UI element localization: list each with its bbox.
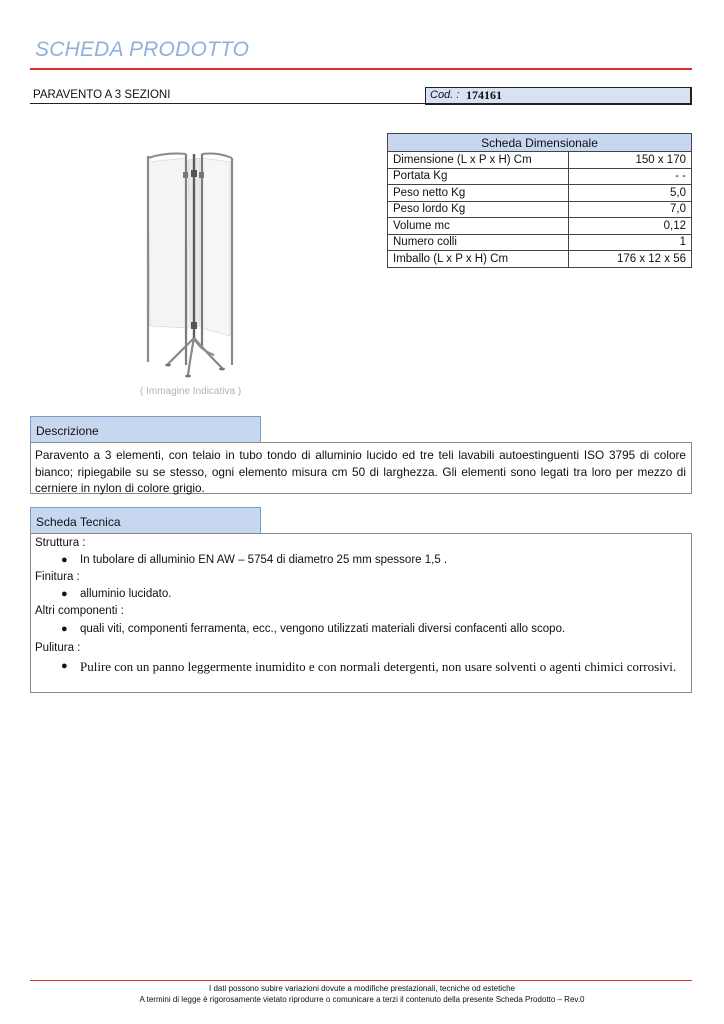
altri-item: quali viti, componenti ferramenta, ecc., vengono utilizzati materiali diversi confacenti allo scopo. bbox=[80, 623, 566, 635]
footer-divider bbox=[30, 980, 692, 981]
row-label: Peso netto Kg bbox=[388, 185, 569, 202]
row-label: Peso lordo Kg bbox=[388, 201, 569, 218]
image-caption: ( Immagine Indicativa ) bbox=[140, 386, 242, 397]
footer-disclaimer: I dati possono subire variazioni dovute a modifiche prestazionali, tecniche od estetiche bbox=[209, 984, 515, 993]
bullet-icon: ● bbox=[61, 554, 68, 566]
row-value: 0,12 bbox=[569, 218, 692, 235]
table-row bbox=[388, 168, 692, 185]
table-row bbox=[388, 234, 692, 251]
description-heading: Descrizione bbox=[36, 424, 99, 438]
document-title: SCHEDA PRODOTTO bbox=[35, 38, 250, 61]
pulitura-label: Pulitura : bbox=[35, 642, 81, 654]
row-value: 1 bbox=[569, 234, 692, 251]
title-divider bbox=[30, 68, 692, 70]
row-value: 176 x 12 x 56 bbox=[569, 251, 692, 268]
folding-screen-illustration bbox=[130, 150, 260, 385]
product-name-underline bbox=[30, 103, 425, 104]
row-label: Numero colli bbox=[388, 234, 569, 251]
table-row bbox=[388, 201, 692, 218]
row-label: Portata Kg bbox=[388, 168, 569, 185]
product-code-value: 174161 bbox=[466, 88, 502, 102]
pulitura-item: Pulire con un panno leggermente inumidito e con normali detergenti, non usare solventi o agenti chimici corrosivi. bbox=[80, 659, 677, 674]
description-text: Paravento a 3 elementi, con telaio in tubo tondo di alluminio lucido ed tre teli lavabili autoestinguenti ISO 3795 di colore bianco; ripiegabile su se stesso, ogni elemento misura cm 50 di larghezza. Gli elementi sono legati tra loro per mezzo di cerniere in nylon di colore grigio. bbox=[35, 448, 686, 495]
technical-heading: Scheda Tecnica bbox=[36, 515, 121, 529]
table-row bbox=[388, 152, 692, 169]
table-row bbox=[388, 218, 692, 235]
struttura-item: In tubolare di alluminio EN AW – 5754 di diametro 25 mm spessore 1,5 . bbox=[80, 554, 448, 566]
description-box bbox=[30, 442, 692, 494]
dimensional-table bbox=[387, 133, 692, 268]
bullet-icon: ● bbox=[61, 588, 68, 600]
technical-heading-tab bbox=[30, 507, 261, 534]
product-code-label: Cod. : bbox=[430, 89, 460, 101]
table-row bbox=[388, 185, 692, 202]
row-value: - - bbox=[569, 168, 692, 185]
bullet-icon: ● bbox=[61, 660, 68, 672]
table-row bbox=[388, 251, 692, 268]
product-name: PARAVENTO A 3 SEZIONI bbox=[33, 89, 171, 101]
technical-box bbox=[30, 533, 692, 693]
footer-copyright: A termini di legge è rigorosamente vietato riprodurre o comunicare a terzi il contenuto della presente Scheda Prodotto – Rev.0 bbox=[139, 995, 585, 1004]
finitura-item: alluminio lucidato. bbox=[80, 588, 172, 600]
description-heading-tab bbox=[30, 416, 261, 443]
row-value: 7,0 bbox=[569, 201, 692, 218]
product-image bbox=[130, 150, 260, 385]
row-value: 5,0 bbox=[569, 185, 692, 202]
struttura-label: Struttura : bbox=[35, 537, 86, 549]
row-value: 150 x 170 bbox=[569, 152, 692, 169]
bullet-icon: ● bbox=[61, 623, 68, 635]
finitura-label: Finitura : bbox=[35, 571, 80, 583]
row-label: Dimensione (L x P x H) Cm bbox=[388, 152, 569, 169]
row-label: Imballo (L x P x H) Cm bbox=[388, 251, 569, 268]
altri-label: Altri componenti : bbox=[35, 605, 124, 617]
row-label: Volume mc bbox=[388, 218, 569, 235]
dimensional-table-heading: Scheda Dimensionale bbox=[388, 134, 692, 152]
